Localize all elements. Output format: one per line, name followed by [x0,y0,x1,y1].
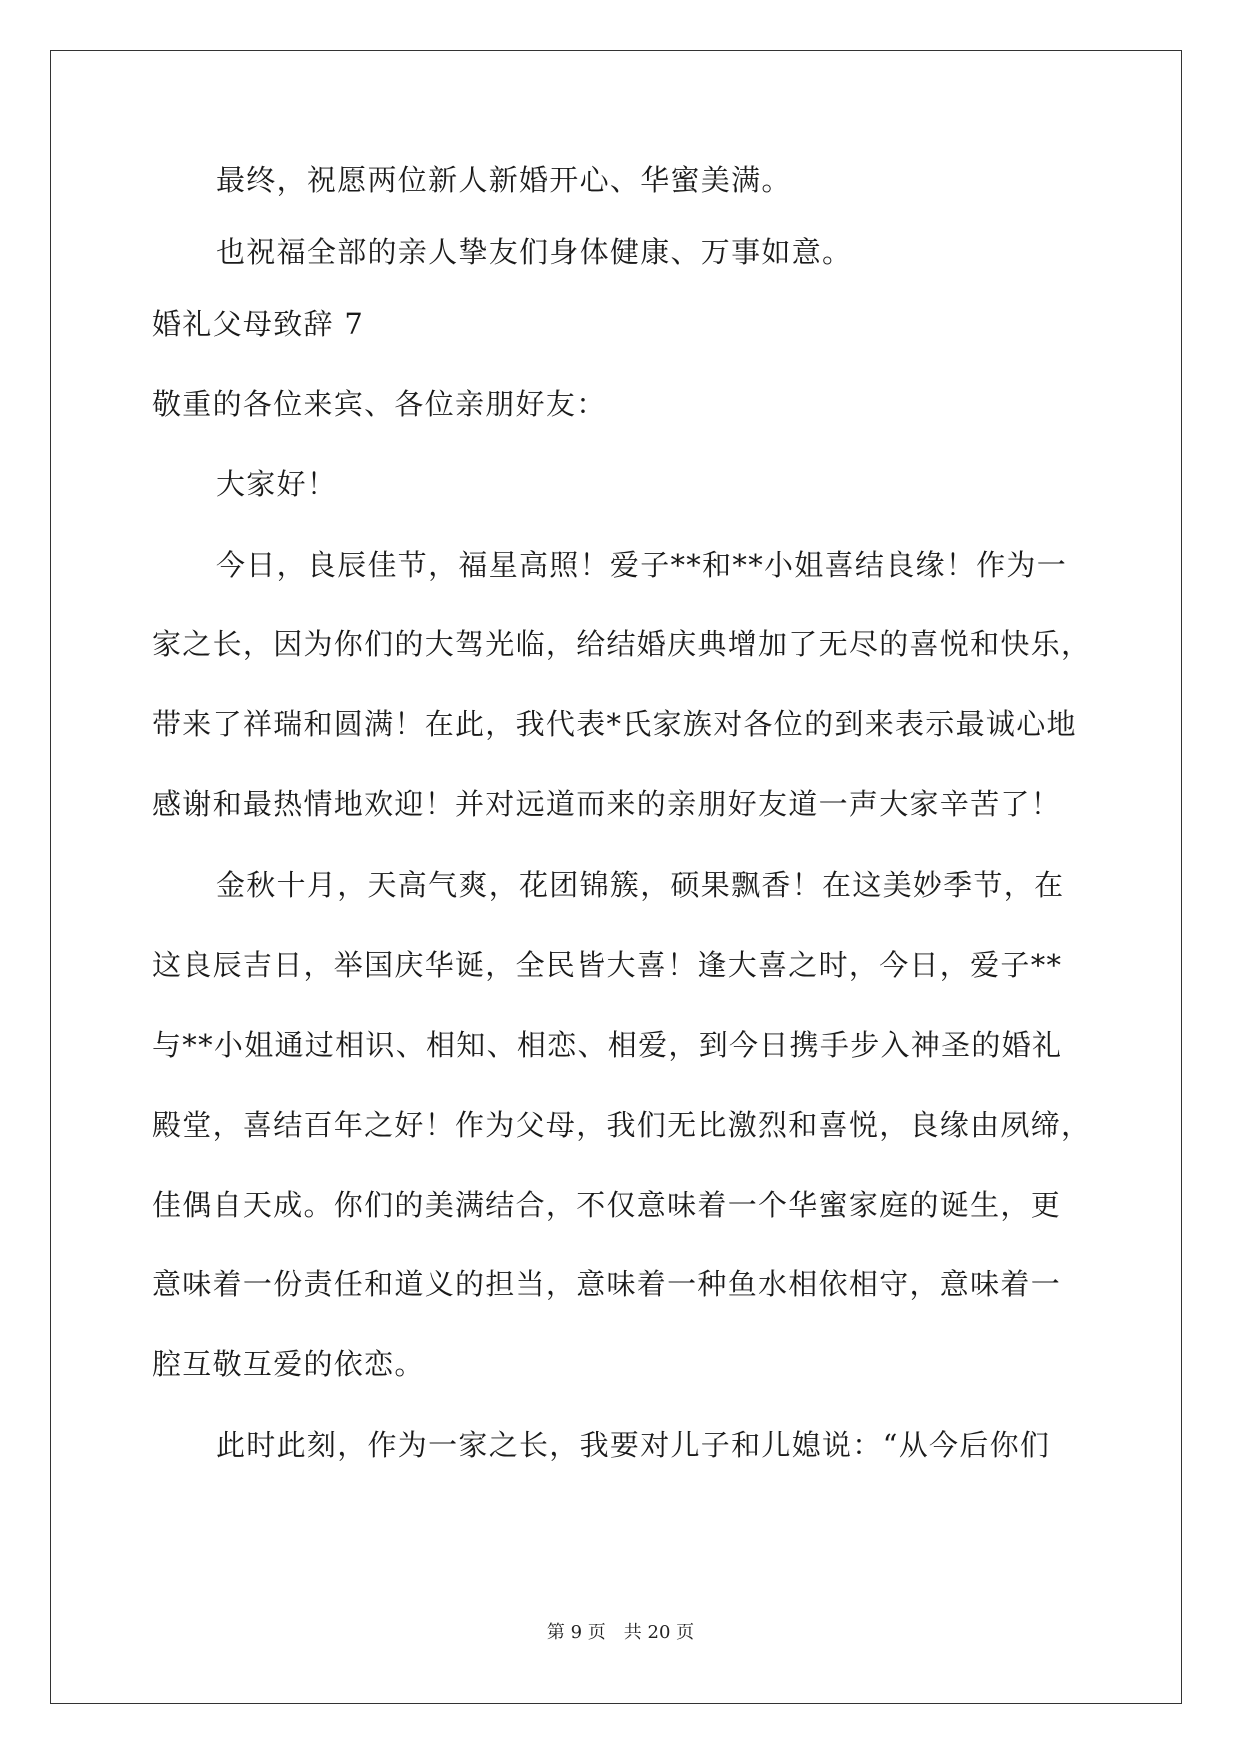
paragraph-line: 腔互敬互爱的依恋。 [152,1347,425,1381]
section-heading: 婚礼父母致辞 7 [152,307,365,341]
paragraph-line: 金秋十月，天高气爽，花团锦簇，硕果飘香！在这美妙季节，在 [216,868,1065,902]
paragraph-line: 今日，良辰佳节，福星高照！爱子**和**小姐喜结良缘！作为一 [216,548,1068,582]
paragraph-line: 佳偶自天成。你们的美满结合，不仅意味着一个华蜜家庭的诞生，更 [152,1188,1062,1222]
page-number-footer: 第 9 页 共 20 页 [546,1622,695,1643]
paragraph-line: 感谢和最热情地欢迎！并对远道而来的亲朋好友道一声大家辛苦了！ [152,787,1062,821]
paragraph-line: 带来了祥瑞和圆满！在此，我代表*氏家族对各位的到来表示最诚心地 [152,707,1077,741]
paragraph-line: 与**小姐通过相识、相知、相恋、相爱，到今日携手步入神圣的婚礼 [152,1028,1063,1062]
paragraph-line: 大家好！ [216,467,338,501]
paragraph-line: 这良辰吉日，举国庆华诞，全民皆大喜！逢大喜之时，今日，爱子** [152,948,1063,982]
paragraph-line: 最终，祝愿两位新人新婚开心、华蜜美满。 [216,163,792,197]
paragraph-line: 家之长，因为你们的大驾光临，给结婚庆典增加了无尽的喜悦和快乐， [152,627,1092,661]
paragraph-line: 意味着一份责任和道义的担当，意味着一种鱼水相依相守，意味着一 [152,1267,1062,1301]
paragraph-line: 殿堂，喜结百年之好！作为父母，我们无比激烈和喜悦，良缘由夙缔， [152,1108,1092,1142]
paragraph-line: 此时此刻，作为一家之长，我要对儿子和儿媳说：“从今后你们 [216,1428,1051,1462]
paragraph-line: 也祝福全部的亲人挚友们身体健康、万事如意。 [216,235,853,269]
salutation: 敬重的各位来宾、各位亲朋好友： [152,387,607,421]
